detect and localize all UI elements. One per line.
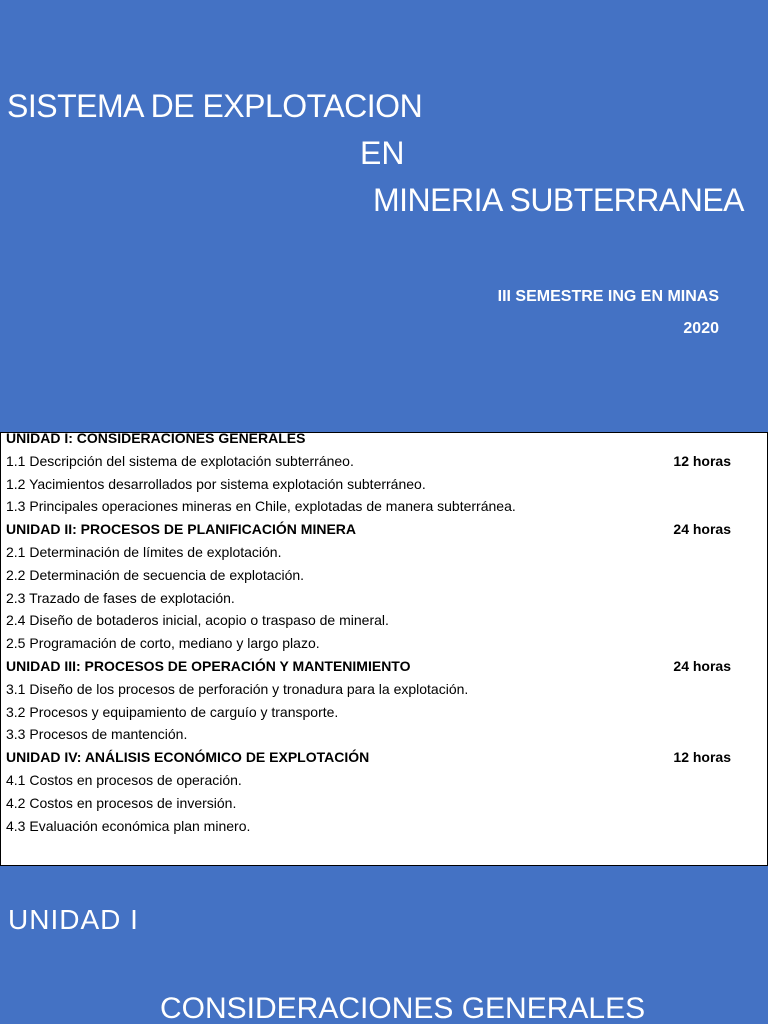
topic-text: 2.4 Diseño de botaderos inicial, acopio o traspaso de mineral. (6, 612, 389, 629)
topic-text: 1.3 Principales operaciones mineras en Chile, explotadas de manera subterránea. (6, 498, 516, 515)
syllabus-topic (6, 723, 751, 746)
hours-label: 12 horas (673, 452, 731, 469)
syllabus-topic (6, 450, 751, 473)
unit-heading-text: UNIDAD II: PROCESOS DE PLANIFICACIÓN MINERA (6, 521, 357, 538)
topic-text: 1.1 Descripción del sistema de explotación subterráneo. (6, 452, 354, 469)
syllabus-topic (6, 609, 751, 632)
topic-text: 4.3 Evaluación económica plan minero. (6, 817, 251, 834)
syllabus-topic (6, 632, 751, 655)
syllabus-topic (6, 701, 751, 724)
syllabus-topic (6, 541, 751, 564)
syllabus-topic (6, 564, 751, 587)
syllabus-unit-heading (6, 518, 751, 541)
topic-text: 2.5 Programación de corto, mediano y largo plazo. (6, 635, 320, 652)
unit-heading-text: UNIDAD III: PROCESOS DE OPERACIÓN Y MANTENIMIENTO (6, 657, 411, 674)
syllabus-topic (6, 495, 751, 518)
syllabus-topic (6, 587, 751, 610)
syllabus-unit-heading (6, 432, 751, 450)
hours-label: 24 horas (673, 657, 731, 674)
unit-slide (0, 866, 768, 1024)
unit-subtitle: CONSIDERACIONES GENERALES (160, 992, 646, 1024)
syllabus-list (6, 433, 751, 837)
syllabus-topic (6, 769, 751, 792)
topic-text: 2.1 Determinación de límites de explotación. (6, 543, 282, 560)
topic-text: 1.2 Yacimientos desarrollados por sistema explotación subterráneo. (6, 475, 426, 492)
unit-heading-text: UNIDAD I: CONSIDERACIONES GENERALES (6, 432, 306, 446)
topic-text: 3.3 Procesos de mantención. (6, 726, 188, 743)
hours-label: 12 horas (673, 749, 731, 766)
syllabus-unit-heading (6, 746, 751, 769)
syllabus-unit-heading (6, 655, 751, 678)
unit-label: UNIDAD I (8, 904, 139, 935)
title-line-1: SISTEMA DE EXPLOTACION (7, 88, 423, 124)
topic-text: 3.1 Diseño de los procesos de perforación y tronadura para la explotación. (6, 680, 469, 697)
year-label: 2020 (683, 320, 719, 337)
syllabus-topic (6, 815, 751, 838)
topic-text: 4.2 Costos en procesos de inversión. (6, 794, 237, 811)
topic-text: 2.2 Determinación de secuencia de explotación. (6, 566, 305, 583)
title-slide (0, 0, 768, 432)
syllabus-slide (0, 432, 768, 866)
title-line-3: MINERIA SUBTERRANEA (373, 182, 745, 218)
topic-text: 3.2 Procesos y equipamiento de carguío y transporte. (6, 703, 339, 720)
syllabus-topic (6, 473, 751, 496)
unit-heading-text: UNIDAD IV: ANÁLISIS ECONÓMICO DE EXPLOTACIÓN (6, 749, 370, 766)
syllabus-topic (6, 678, 751, 701)
syllabus-topic (6, 792, 751, 815)
title-line-2: EN (360, 135, 405, 171)
topic-text: 2.3 Trazado de fases de explotación. (6, 589, 235, 606)
hours-label: 24 horas (673, 521, 731, 538)
topic-text: 4.1 Costos en procesos de operación. (6, 771, 242, 788)
semester-label: III SEMESTRE ING EN MINAS (497, 288, 719, 305)
